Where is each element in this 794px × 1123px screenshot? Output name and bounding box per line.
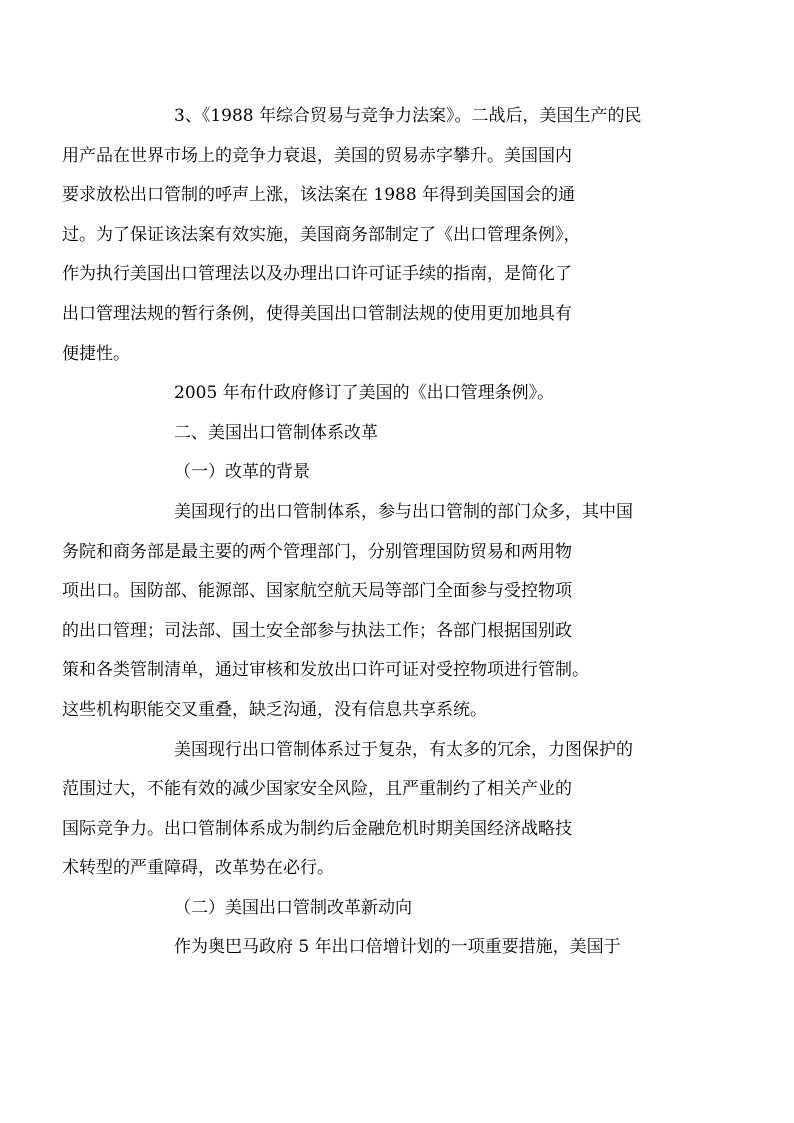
text-line: 过。为了保证该法案有效实施，美国商务部制定了《出口管理条例》，: [62, 224, 581, 245]
section-heading-reform: [118, 414, 678, 454]
paragraph-current-system: [62, 493, 678, 731]
text-line: 国际竞争力。出口管制体系成为制约后金融危机时期美国经济战略技: [62, 818, 572, 839]
text-line: 项出口。国防部、能源部、国家航空航天局等部门全面参与受控物项: [62, 581, 572, 602]
paragraph-obama-plan: [118, 928, 678, 968]
text-line: 用产品在世界市场上的竞争力衰退，美国的贸易赤字攀升。美国国内: [62, 145, 572, 166]
text-line: 策和各类管制清单，通过审核和发放出口许可证对受控物项进行管制。: [62, 660, 589, 681]
paragraph-1988-act: [62, 97, 678, 374]
text-line: 作为执行美国出口管理法以及办理出口许可证手续的指南，是简化了: [62, 264, 572, 285]
document-body: [62, 97, 678, 968]
subheading-text: （二）美国出口管制改革新动向: [174, 897, 412, 918]
text-line: 3、《1988 年综合贸易与竞争力法案》。二战后，美国生产的民: [174, 106, 642, 126]
text-line: 这些机构职能交叉重叠，缺乏沟通，没有信息共享系统。: [62, 699, 487, 720]
subheading-text: （一）改革的背景: [174, 462, 310, 483]
subsection-heading-background: [118, 453, 678, 493]
text-line: 出口管理法规的暂行条例，使得美国出口管制法规的使用更加地具有: [62, 303, 572, 324]
subsection-heading-new-trends: [118, 889, 678, 929]
text-line: 作为奥巴马政府 5 年出口倍增计划的一项重要措施，美国于: [174, 937, 621, 958]
paragraph-2005-revision: [118, 374, 678, 414]
paragraph-complexity: [62, 731, 678, 889]
text-line: 美国现行出口管制体系过于复杂，有太多的冗余，力图保护的: [174, 739, 633, 760]
text-line: 2005 年布什政府修订了美国的《出口管理条例》。: [174, 383, 555, 404]
text-line: 范围过大，不能有效的减少国家安全风险，且严重制约了相关产业的: [62, 779, 572, 800]
text-line: 要求放松出口管制的呼声上涨，该法案在 1988 年得到美国国会的通: [62, 185, 576, 206]
text-line: 美国现行的出口管制体系，参与出口管制的部门众多，其中国: [174, 501, 633, 522]
text-line: 的出口管理；司法部、国土安全部参与执法工作；各部门根据国别政: [62, 620, 572, 641]
text-line: 便捷性。: [62, 343, 130, 364]
text-line: 务院和商务部是最主要的两个管理部门，分别管理国防贸易和两用物: [62, 541, 572, 562]
text-line: 术转型的严重障碍，改革势在必行。: [62, 858, 334, 879]
heading-text: 二、美国出口管制体系改革: [174, 422, 378, 443]
